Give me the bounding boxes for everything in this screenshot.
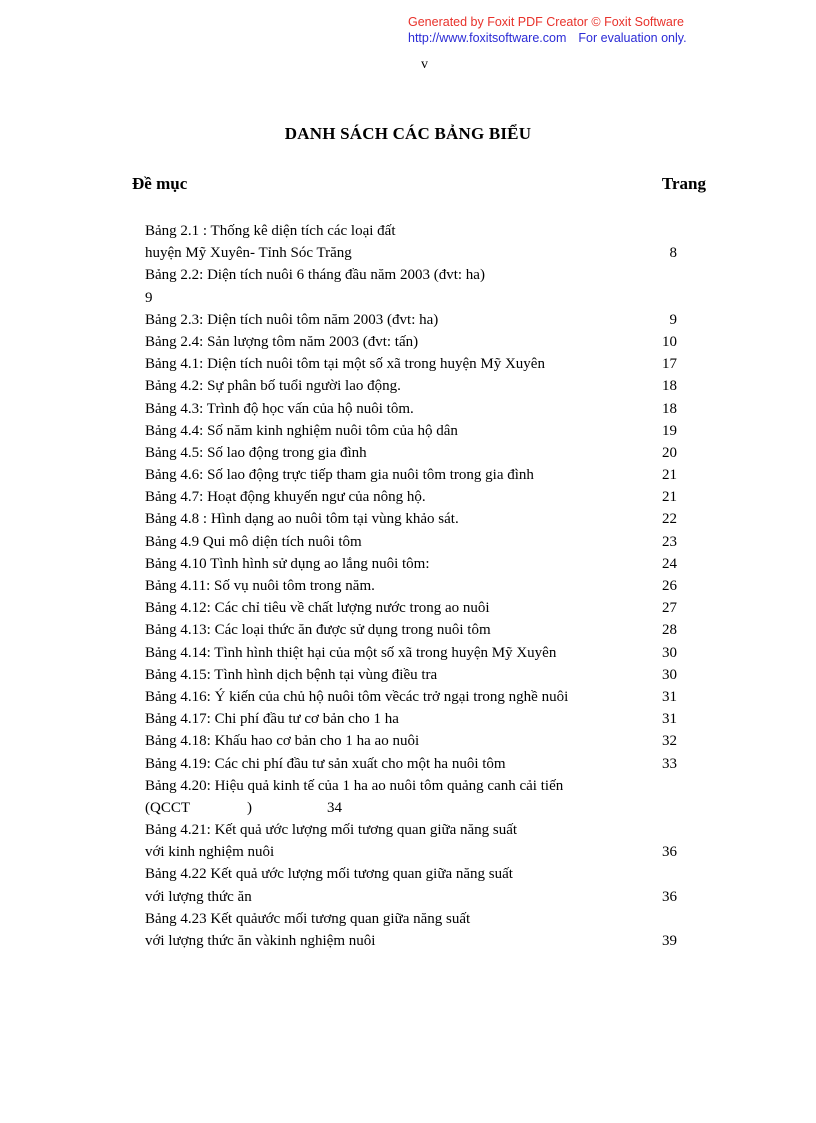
entry-label: với lượng thức ăn xyxy=(145,888,252,905)
entry-label: Bảng 4.14: Tình hình thiệt hại của một số xã trong huyện Mỹ Xuyên xyxy=(145,644,557,661)
entry-label: Bảng 4.13: Các loại thức ăn được sử dụng trong nuôi tôm xyxy=(145,622,491,639)
entry-label: huyện Mỹ Xuyên- Tỉnh Sóc Trăng xyxy=(145,245,352,262)
list-item xyxy=(0,353,816,375)
entry-label: Bảng 4.2: Sự phân bố tuổi người lao động. xyxy=(145,378,401,395)
entry-page: 32 xyxy=(662,733,677,750)
page-number: v xyxy=(421,57,428,72)
entry-text xyxy=(145,553,430,575)
entry-text xyxy=(145,309,438,331)
list-item xyxy=(0,464,816,486)
entry-page: 33 xyxy=(662,755,677,772)
entry-text xyxy=(145,486,426,508)
list-item xyxy=(0,642,816,664)
entry-label: Bảng 4.6: Số lao động trực tiếp tham gia nuôi tôm trong gia đình xyxy=(145,467,534,484)
entry-text xyxy=(145,686,568,708)
entry-text xyxy=(145,619,491,641)
entry-page: 10 xyxy=(662,333,677,350)
entry-label: Bảng 4.16: Ý kiến của chủ hộ nuôi tôm vềcác trở ngại trong nghề nuôi xyxy=(145,688,569,705)
entry-label: Bảng 4.4: Số năm kinh nghiệm nuôi tôm của hộ dân xyxy=(145,422,458,439)
entry-text xyxy=(145,575,375,597)
list-item xyxy=(0,797,816,819)
entry-label: Bảng 4.1: Diện tích nuôi tôm tại một số xã trong huyện Mỹ Xuyên xyxy=(145,356,545,373)
list-item xyxy=(0,664,816,686)
list-item xyxy=(0,619,816,641)
entry-page: 27 xyxy=(662,600,677,617)
entry-text xyxy=(145,464,534,486)
entry-text xyxy=(145,264,485,286)
entry-label: Bảng 4.12: Các chỉ tiêu về chất lượng nước trong ao nuôi xyxy=(145,600,490,617)
entry-page: 21 xyxy=(662,489,677,506)
entry-label: với lượng thức ăn vàkinh nghiệm nuôi xyxy=(145,933,376,949)
list-item xyxy=(0,863,816,885)
entry-text xyxy=(145,642,556,664)
entry-label: Bảng 4.19: Các chi phí đầu tư sản xuất cho một ha nuôi tôm xyxy=(145,755,506,772)
entry-text xyxy=(145,353,545,375)
entry-label: Bảng 4.3: Trình độ học vấn của hộ nuôi tôm. xyxy=(145,400,414,417)
entry-label: Bảng 2.4: Sản lượng tôm năm 2003 (đvt: tấn) xyxy=(145,333,419,350)
list-item xyxy=(0,819,816,841)
column-header-page: Trang xyxy=(661,174,706,193)
entry-label: Bảng 4.9 Qui mô diện tích nuôi tôm xyxy=(145,533,362,550)
entry-text xyxy=(145,220,396,242)
page-title: DANH SÁCH CÁC BẢNG BIỂU xyxy=(284,124,532,143)
entry-text xyxy=(145,841,274,863)
list-item xyxy=(0,264,816,286)
entry-page: 18 xyxy=(662,378,677,395)
list-item xyxy=(0,531,816,553)
entry-text xyxy=(145,664,437,686)
entry-label: Bảng 4.21: Kết quả ước lượng mối tương quan giữa năng suất xyxy=(145,822,518,839)
entry-label: Bảng 2.3: Diện tích nuôi tôm năm 2003 (đvt: ha) xyxy=(145,311,439,328)
entry-label: (QCCT xyxy=(145,799,190,816)
entry-text xyxy=(145,797,252,819)
list-item xyxy=(0,841,816,863)
entry-text xyxy=(145,819,517,841)
list-item xyxy=(0,930,816,952)
entry-text xyxy=(145,531,362,553)
list-item xyxy=(0,553,816,575)
entry-label: Bảng 4.23 Kết quảước mối tương quan giữa năng suất xyxy=(145,910,471,927)
list-item xyxy=(0,220,816,242)
entry-page: 39 xyxy=(662,933,677,949)
list-item xyxy=(0,309,816,331)
entry-label-suffix: ) xyxy=(247,799,252,816)
list-item xyxy=(0,753,816,775)
entry-page: 24 xyxy=(662,555,677,572)
list-item xyxy=(0,508,816,530)
list-item xyxy=(0,420,816,442)
entry-page: 17 xyxy=(662,356,677,373)
list-item xyxy=(0,708,816,730)
entry-text xyxy=(145,442,367,464)
entry-label: Bảng 2.1 : Thống kê diện tích các loại đất xyxy=(145,223,396,239)
entry-text xyxy=(145,597,490,619)
entry-label: Bảng 2.2: Diện tích nuôi 6 tháng đầu năm 2003 (đvt: ha) xyxy=(145,267,485,284)
entry-page: 36 xyxy=(662,844,677,861)
table-list xyxy=(0,220,816,952)
entry-page: 23 xyxy=(662,533,677,550)
entry-page: 21 xyxy=(662,467,677,484)
list-item xyxy=(0,486,816,508)
entry-page: 19 xyxy=(662,422,677,439)
entry-page: 26 xyxy=(662,578,677,594)
entry-text xyxy=(145,331,418,353)
list-item xyxy=(0,331,816,353)
entry-label: với kinh nghiệm nuôi xyxy=(145,844,275,861)
entry-label: 9 xyxy=(145,289,153,306)
list-item xyxy=(0,597,816,619)
list-item xyxy=(0,686,816,708)
entry-text xyxy=(145,287,153,309)
list-item xyxy=(0,375,816,397)
entry-label: Bảng 4.17: Chi phí đầu tư cơ bản cho 1 ha xyxy=(145,711,399,728)
watermark-line1: Generated by Foxit PDF Creator © Foxit Software xyxy=(408,15,684,29)
entry-text xyxy=(145,863,513,885)
list-item xyxy=(0,398,816,420)
entry-text xyxy=(145,753,506,775)
list-item xyxy=(0,775,816,797)
column-header-section: Đề mục xyxy=(132,174,188,193)
entry-page: 31 xyxy=(662,711,677,728)
entry-text xyxy=(145,908,470,930)
entry-text xyxy=(145,708,399,730)
list-item xyxy=(0,242,816,264)
entry-inline-page: 34 xyxy=(327,799,342,816)
watermark-note: For evaluation only. xyxy=(578,31,687,45)
entry-page: 30 xyxy=(662,644,677,661)
entry-label: Bảng 4.20: Hiệu quả kinh tế của 1 ha ao nuôi tôm quảng canh cải tiến xyxy=(145,777,564,794)
entry-text xyxy=(145,508,459,530)
entry-page: 36 xyxy=(662,888,677,905)
entry-label: Bảng 4.22 Kết quả ước lượng mối tương quan giữa năng suất xyxy=(145,866,513,883)
list-item xyxy=(0,442,816,464)
entry-text xyxy=(145,242,352,264)
list-item xyxy=(0,575,816,597)
entry-label: Bảng 4.5: Số lao động trong gia đình xyxy=(145,444,367,461)
entry-page: 18 xyxy=(662,400,677,417)
watermark-url[interactable]: http://www.foxitsoftware.com xyxy=(408,31,567,45)
entry-page: 30 xyxy=(662,666,677,683)
watermark-line2 xyxy=(408,31,687,46)
entry-page: 28 xyxy=(662,622,677,639)
entry-text xyxy=(145,398,414,420)
entry-label: Bảng 4.7: Hoạt động khuyến ngư của nông hộ. xyxy=(145,489,426,506)
entry-text xyxy=(145,775,563,797)
entry-page: 8 xyxy=(669,245,677,262)
entry-label: Bảng 4.10 Tình hình sử dụng ao lắng nuôi tôm: xyxy=(145,555,430,572)
list-item xyxy=(0,730,816,752)
entry-text xyxy=(145,930,375,952)
entry-text xyxy=(145,375,401,397)
entry-page: 31 xyxy=(662,688,677,705)
list-item xyxy=(0,886,816,908)
entry-label: Bảng 4.15: Tình hình dịch bệnh tại vùng điều tra xyxy=(145,666,438,683)
entry-label: Bảng 4.11: Số vụ nuôi tôm trong năm. xyxy=(145,578,375,594)
entry-page: 20 xyxy=(662,444,677,461)
entry-page: 22 xyxy=(662,511,677,528)
entry-page: 9 xyxy=(669,311,677,328)
entry-label: Bảng 4.18: Khấu hao cơ bản cho 1 ha ao nuôi xyxy=(145,733,420,750)
entry-text xyxy=(145,420,458,442)
entry-text xyxy=(145,886,252,908)
entry-label: Bảng 4.8 : Hình dạng ao nuôi tôm tại vùng khảo sát. xyxy=(145,511,459,528)
list-item xyxy=(0,908,816,930)
list-item xyxy=(0,287,816,309)
entry-text xyxy=(145,730,419,752)
